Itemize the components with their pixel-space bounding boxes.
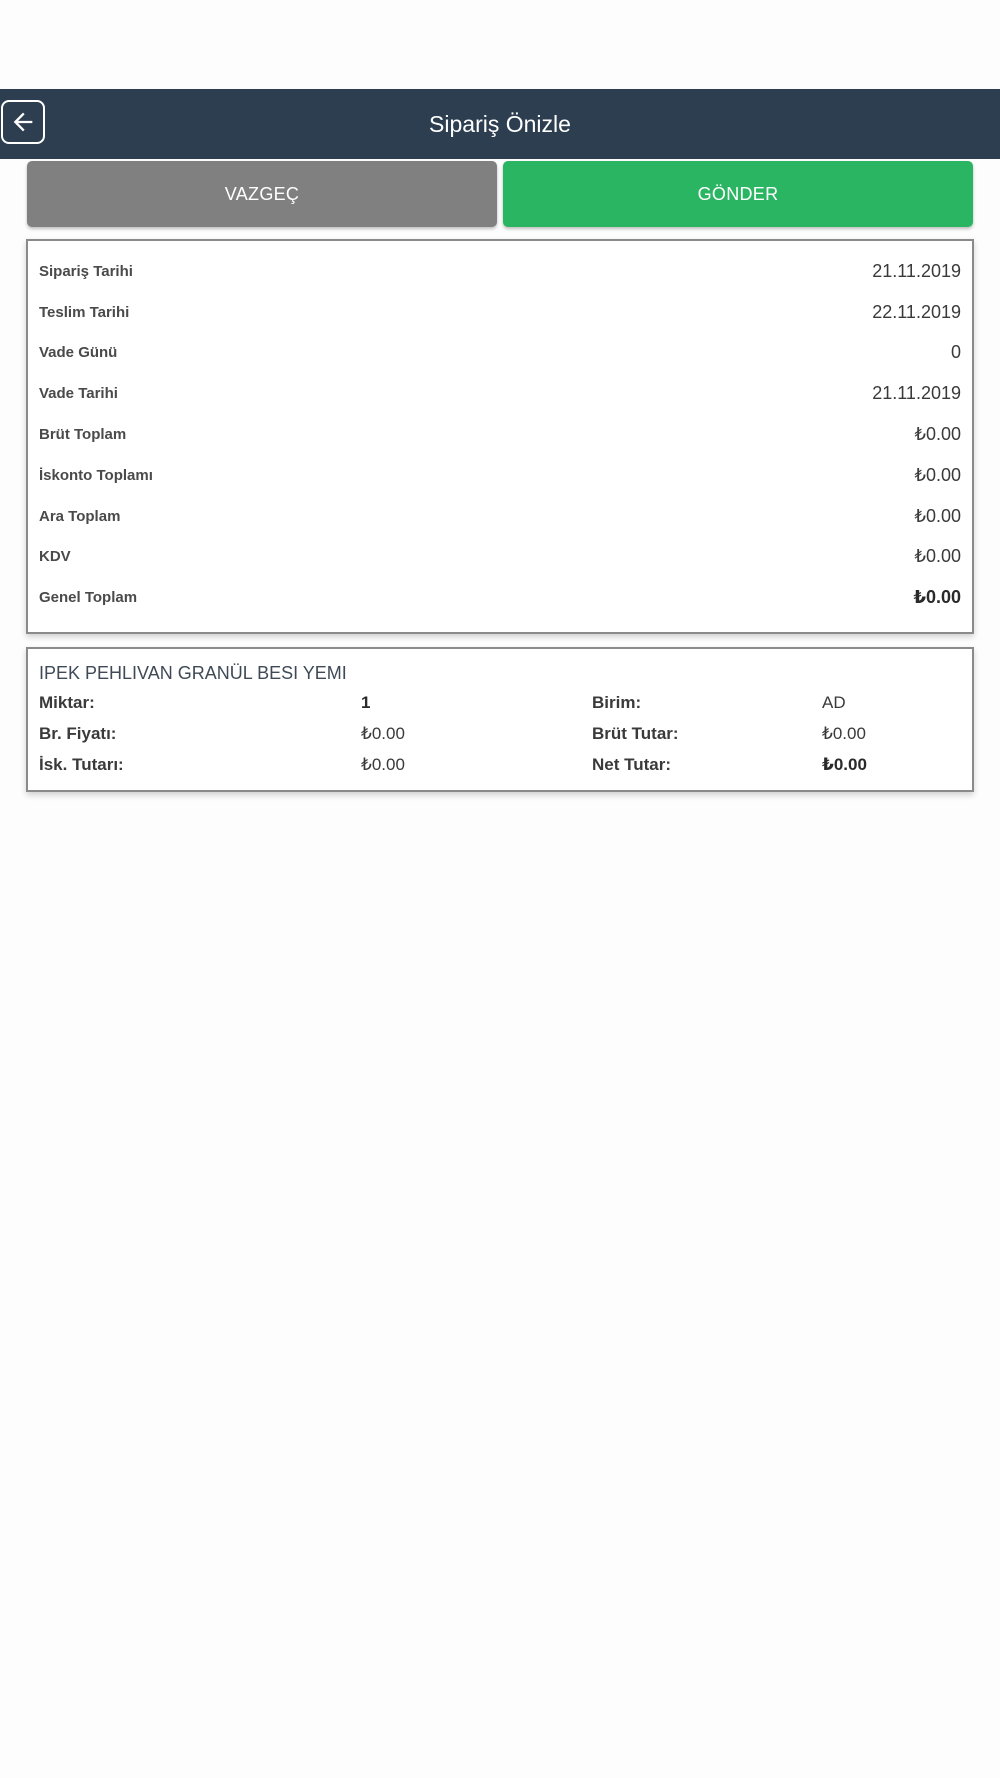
- summary-label: Vade Tarihi: [39, 385, 118, 403]
- summary-value: ₺0.00: [914, 505, 961, 526]
- gross-amount-value: ₺0.00: [822, 724, 866, 744]
- summary-row-due-date: [39, 373, 961, 414]
- summary-label: Genel Toplam: [39, 589, 138, 607]
- unit-price-label: Br. Fiyatı:: [39, 724, 117, 744]
- summary-row-subtotal: [39, 496, 961, 537]
- arrow-left-icon: [9, 108, 37, 136]
- summary-label: Brüt Toplam: [39, 426, 127, 444]
- summary-value: ₺0.00: [913, 587, 961, 608]
- summary-row-vat: [39, 537, 961, 578]
- item-name: IPEK PEHLIVAN GRANÜL BESI YEMI: [39, 663, 347, 684]
- summary-label: KDV: [39, 548, 71, 566]
- action-row: [0, 159, 1000, 229]
- order-summary-card: [26, 239, 974, 634]
- summary-row-gross-total: [39, 414, 961, 455]
- summary-label: Sipariş Tarihi: [39, 262, 133, 280]
- summary-label: İskonto Toplamı: [39, 466, 153, 484]
- summary-label: Vade Günü: [39, 344, 118, 362]
- discount-amount-label: İsk. Tutarı:: [39, 755, 124, 775]
- quantity-label: Miktar:: [39, 693, 95, 713]
- order-item-card: [26, 647, 974, 792]
- summary-row-order-date: [39, 251, 961, 292]
- summary-row-discount-total: [39, 455, 961, 496]
- gross-amount-label: Brüt Tutar:: [592, 724, 679, 744]
- summary-label: Ara Toplam: [39, 507, 121, 525]
- summary-label: Teslim Tarihi: [39, 303, 130, 321]
- summary-row-delivery-date: [39, 292, 961, 333]
- quantity-value: 1: [361, 693, 371, 713]
- summary-value: 21.11.2019: [872, 260, 961, 281]
- summary-value: ₺0.00: [914, 464, 961, 485]
- send-button[interactable]: GÖNDER: [503, 161, 973, 227]
- unit-label: Birim:: [592, 693, 642, 713]
- summary-value: ₺0.00: [914, 546, 961, 567]
- summary-value: ₺0.00: [914, 424, 961, 445]
- summary-value: 22.11.2019: [872, 301, 961, 322]
- item-details-grid: [39, 692, 961, 776]
- net-amount-value: ₺0.00: [822, 755, 867, 775]
- app-header: [0, 89, 1000, 159]
- cancel-button[interactable]: VAZGEÇ: [27, 161, 497, 227]
- page-title: Sipariş Önizle: [429, 110, 571, 137]
- unit-value: AD: [822, 693, 846, 713]
- status-bar-area: [0, 0, 1000, 89]
- summary-row-grand-total: [39, 577, 961, 618]
- back-button[interactable]: [1, 100, 45, 144]
- net-amount-label: Net Tutar:: [592, 755, 672, 775]
- summary-value: 0: [950, 342, 961, 363]
- summary-value: 21.11.2019: [872, 383, 961, 404]
- unit-price-value: ₺0.00: [361, 724, 405, 744]
- summary-row-due-days: [39, 333, 961, 374]
- discount-amount-value: ₺0.00: [361, 755, 405, 775]
